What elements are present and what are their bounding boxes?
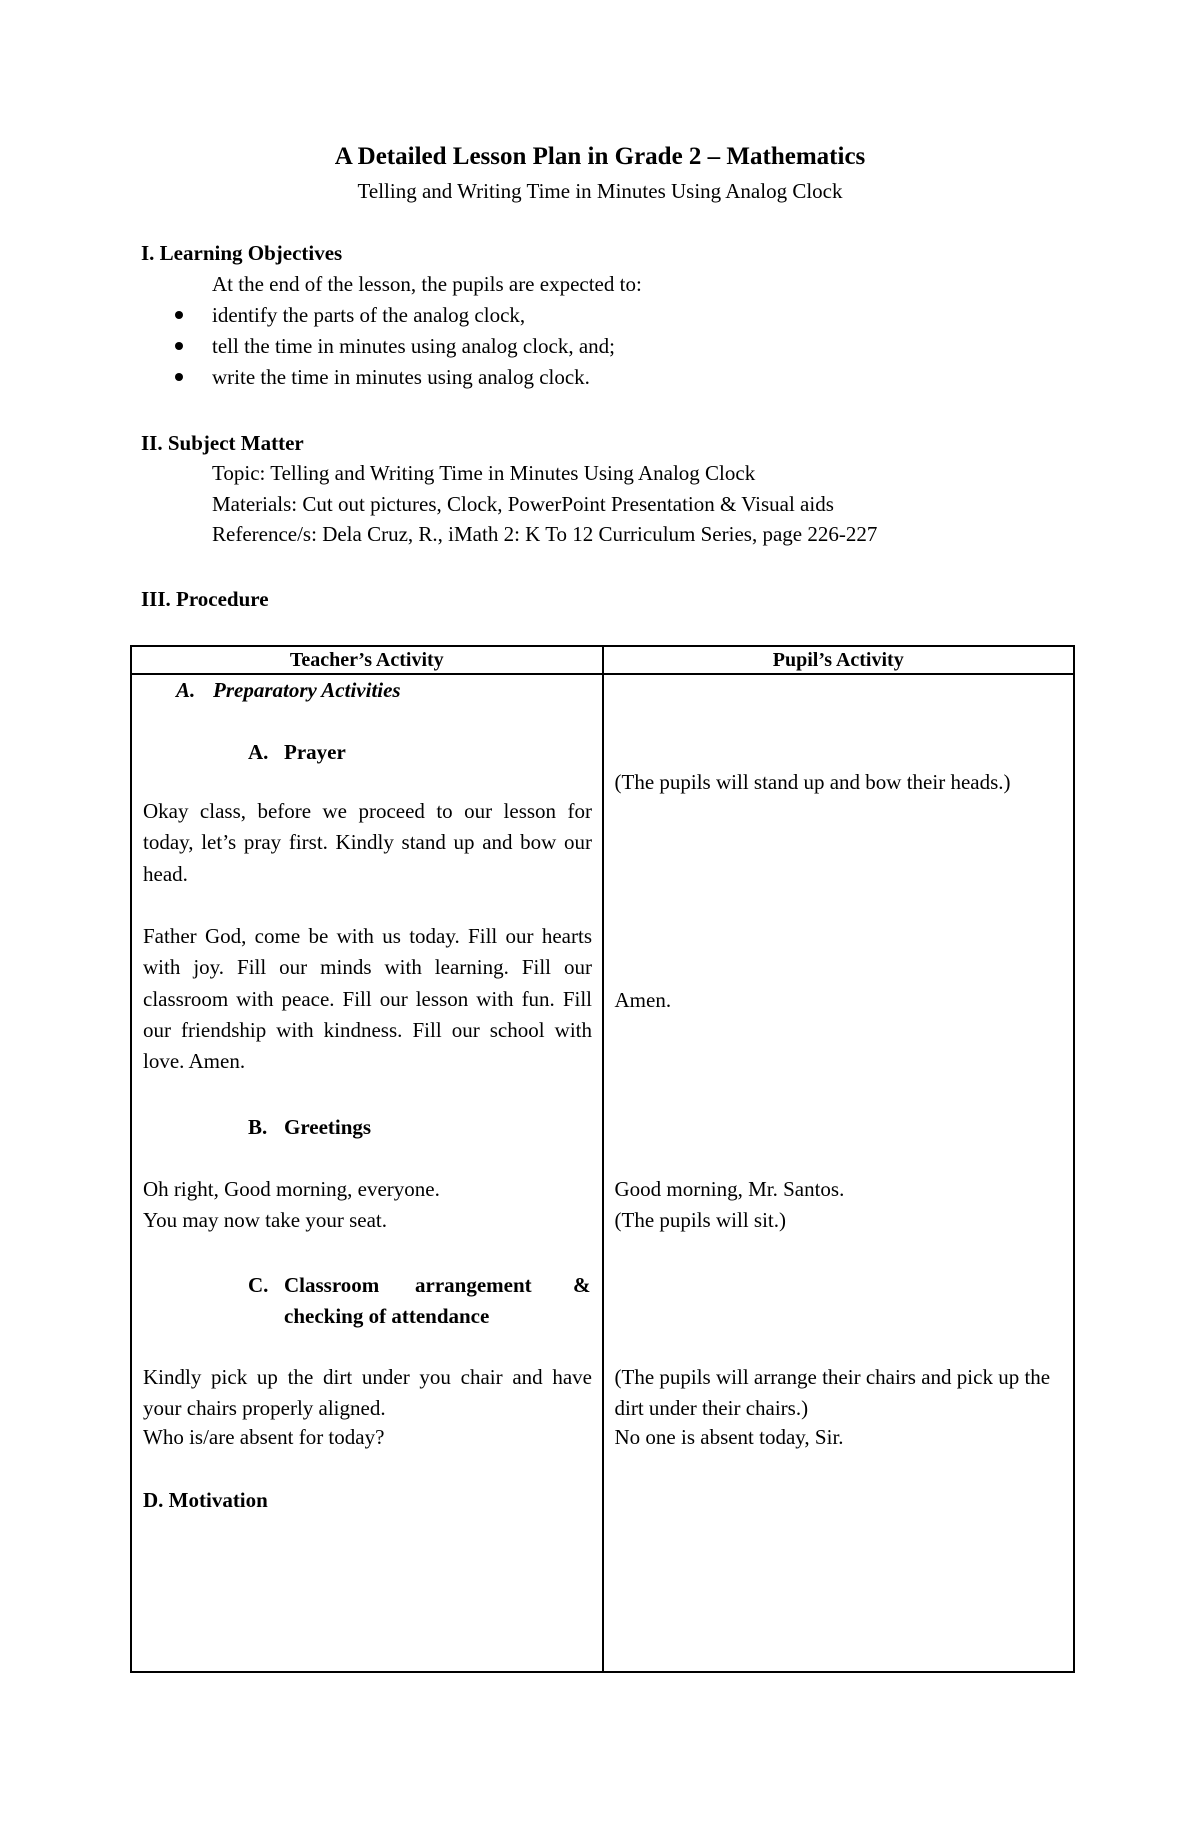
arrangement-marker: C.: [248, 1273, 269, 1297]
section-a-label: Preparatory Activities: [213, 678, 401, 702]
subject-matter-heading: II. Subject Matter: [141, 431, 304, 455]
subject-reference: Reference/s: Dela Cruz, R., iMath 2: K To 12 Curriculum Series, page 226-227: [212, 522, 878, 546]
procedure-heading: III. Procedure: [141, 587, 269, 611]
motivation-label: D. Motivation: [143, 1488, 268, 1512]
objective-item: identify the parts of the analog clock,: [212, 303, 526, 327]
subject-topic: Topic: Telling and Writing Time in Minutes Using Analog Clock: [212, 461, 756, 485]
absent-question: Who is/are absent for today?: [143, 1425, 385, 1449]
arrangement-label: &: [573, 1273, 591, 1297]
bullet-icon: [175, 311, 183, 319]
arrangement-label: Classroom: [284, 1273, 380, 1297]
bullet-icon: [175, 342, 183, 350]
objective-item: write the time in minutes using analog clock.: [212, 365, 590, 389]
objective-item: tell the time in minutes using analog clock, and;: [212, 334, 615, 358]
subject-materials: Materials: Cut out pictures, Clock, PowerPoint Presentation & Visual aids: [212, 492, 834, 516]
pupil-response: (The pupils will stand up and bow their heads.): [614, 770, 1011, 794]
greetings-line: You may now take your seat.: [143, 1208, 388, 1232]
arrangement-label: checking of attendance: [284, 1304, 490, 1328]
table-header-row: [131, 646, 1074, 674]
pupil-activity-cell: [603, 674, 1075, 1672]
pupil-response: Good morning, Mr. Santos.: [614, 1177, 845, 1201]
bullet-icon: [175, 373, 183, 381]
prayer-marker: A.: [248, 740, 269, 764]
document-title: A Detailed Lesson Plan in Grade 2 – Mathematics: [334, 143, 866, 170]
teacher-activity-header: Teacher’s Activity: [131, 646, 603, 674]
arrangement-text: Kindly pick up the dirt under you chair and have your chairs properly aligned.: [143, 1365, 592, 1421]
document-subtitle: Telling and Writing Time in Minutes Using Analog Clock: [357, 179, 843, 203]
pupil-response: Amen.: [614, 988, 672, 1012]
greetings-line: Oh right, Good morning, everyone.: [143, 1177, 440, 1201]
procedure-table: [130, 645, 1075, 1673]
prayer-text: Father God, come be with us today. Fill our hearts with joy. Fill our minds with learning. Fill our classroom with peace. Fill our lesson with fun. Fill our friendship with kindness. Fill our school with love. Amen.: [143, 924, 592, 1074]
prayer-intro: Okay class, before we proceed to our lesson for today, let’s pray first. Kindly stand up and bow our head.: [143, 799, 592, 886]
pupil-response: No one is absent today, Sir.: [614, 1425, 844, 1449]
teacher-activity-cell: [131, 674, 603, 1672]
prayer-label: Prayer: [284, 740, 346, 764]
objectives-intro: At the end of the lesson, the pupils are expected to:: [212, 272, 642, 296]
pupil-activity-header: Pupil’s Activity: [603, 646, 1075, 674]
greetings-label: Greetings: [284, 1115, 372, 1139]
pupil-response: (The pupils will sit.): [614, 1208, 786, 1232]
objectives-heading: I. Learning Objectives: [141, 241, 343, 265]
pupil-response: (The pupils will arrange their chairs and pick up the dirt under their chairs.): [614, 1365, 1051, 1421]
section-a-marker: A.: [176, 678, 196, 702]
greetings-marker: B.: [248, 1115, 268, 1139]
arrangement-label: arrangement: [415, 1273, 532, 1297]
table-row: [131, 674, 1074, 1672]
